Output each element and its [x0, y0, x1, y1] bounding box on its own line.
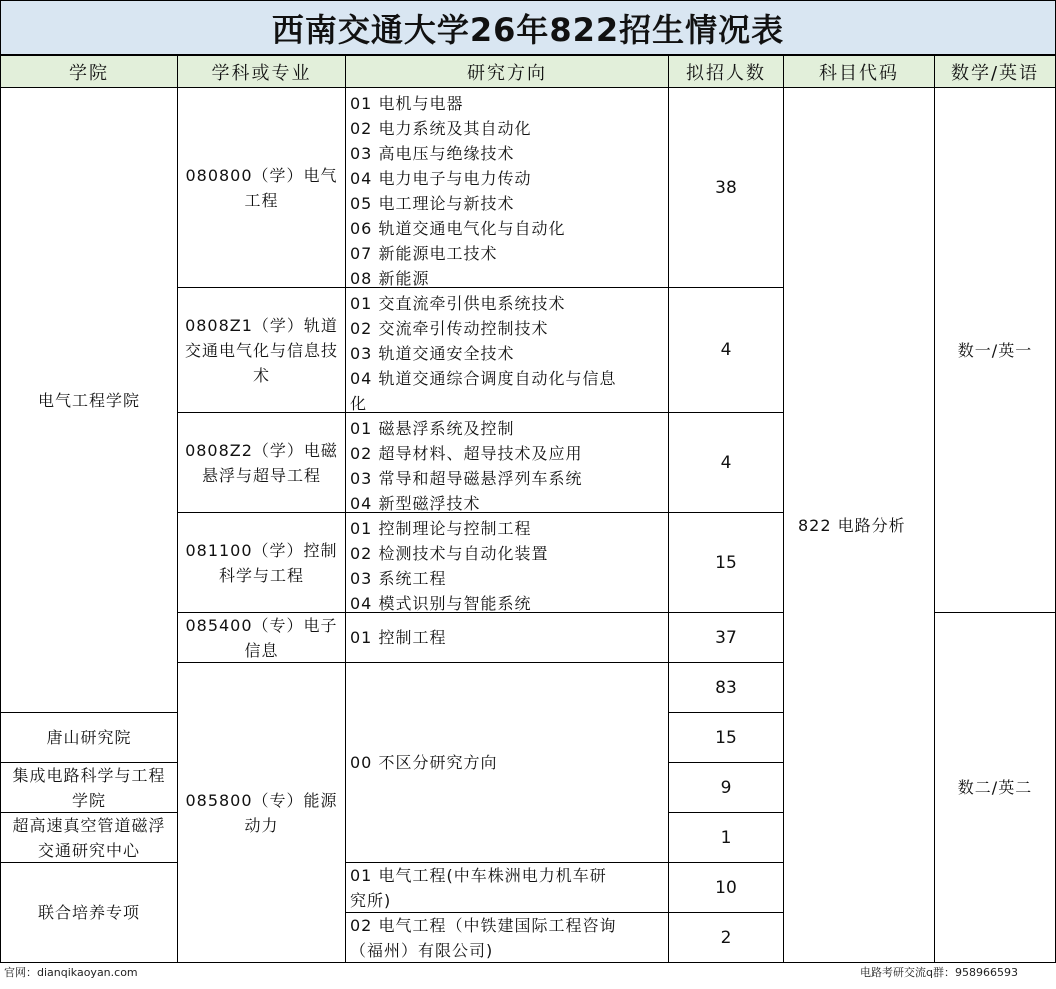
direction-item: 04 新型磁浮技术 — [350, 494, 481, 513]
college-ic: 集成电路科学与工程学院 — [0, 763, 178, 813]
direction-item: 01 交直流牵引供电系统技术 — [350, 294, 566, 313]
direction-group-0808z1 — [346, 288, 669, 413]
quota-cell: 15 — [669, 713, 784, 763]
direction-group-0808z2 — [346, 413, 669, 513]
college-joint: 联合培养专项 — [0, 863, 178, 963]
major-085800: 085800（专）能源动力 — [178, 663, 346, 963]
direction-group-080800 — [346, 88, 669, 288]
direction-item: 02 交流牵引传动控制技术 — [350, 319, 549, 338]
direction-item: 08 新能源 — [350, 269, 430, 288]
direction-group-joint-2 — [346, 913, 669, 963]
direction-item: 04 模式识别与智能系统 — [350, 594, 532, 613]
college-tangshan: 唐山研究院 — [0, 713, 178, 763]
direction-group-085800-general — [346, 663, 669, 863]
direction-item: （福州）有限公司) — [350, 940, 494, 960]
direction-item: 07 新能源电工技术 — [350, 244, 498, 263]
direction-item: 06 轨道交通电气化与自动化 — [350, 219, 566, 238]
header-math-english: 数学/英语 — [935, 56, 1056, 88]
direction-item: 03 系统工程 — [350, 569, 447, 588]
direction-item: 01 控制工程 — [350, 628, 447, 647]
quota-cell: 37 — [669, 613, 784, 663]
direction-item: 03 高电压与绝缘技术 — [350, 144, 515, 163]
college-electrical: 电气工程学院 — [0, 88, 178, 713]
table-title: 西南交通大学26年822招生情况表 — [0, 0, 1056, 56]
subject-code: 822 电路分析 — [784, 88, 935, 963]
direction-item: 02 检测技术与自动化装置 — [350, 544, 549, 563]
math-english-lower: 数二/英二 — [935, 613, 1056, 963]
direction-item: 化 — [350, 394, 368, 413]
direction-item: 02 电力系统及其自动化 — [350, 119, 532, 138]
quota-cell: 10 — [669, 863, 784, 913]
major-0808z2: 0808Z2（学）电磁悬浮与超导工程 — [178, 413, 346, 513]
quota-cell: 4 — [669, 288, 784, 413]
direction-item: 02 超导材料、超导技术及应用 — [350, 444, 583, 463]
quota-cell: 83 — [669, 663, 784, 713]
quota-cell: 1 — [669, 813, 784, 863]
footer-qq-group: 电路考研交流q群：958966593 — [860, 966, 1018, 979]
direction-item: 03 常导和超导磁悬浮列车系统 — [350, 469, 583, 488]
direction-group-085400 — [346, 613, 669, 663]
quota-cell: 9 — [669, 763, 784, 813]
major-085400: 085400（专）电子信息 — [178, 613, 346, 663]
quota-cell: 2 — [669, 913, 784, 963]
direction-item: 03 轨道交通安全技术 — [350, 344, 515, 363]
direction-item: 01 控制理论与控制工程 — [350, 519, 532, 538]
direction-item: 01 电机与电器 — [350, 94, 464, 113]
header-major: 学科或专业 — [178, 56, 346, 88]
direction-group-joint-1 — [346, 863, 669, 913]
direction-item: 01 电气工程(中车株洲电力机车研 — [350, 865, 607, 885]
direction-item: 究所) — [350, 890, 392, 910]
college-maglev: 超高速真空管道磁浮交通研究中心 — [0, 813, 178, 863]
direction-item: 01 磁悬浮系统及控制 — [350, 419, 515, 438]
header-quota: 拟招人数 — [669, 56, 784, 88]
quota-cell: 4 — [669, 413, 784, 513]
direction-item: 04 轨道交通综合调度自动化与信息 — [350, 369, 617, 388]
header-direction: 研究方向 — [346, 56, 669, 88]
direction-item: 02 电气工程（中铁建国际工程咨询 — [350, 915, 617, 935]
major-080800: 080800（学）电气工程 — [178, 88, 346, 288]
header-college: 学院 — [0, 56, 178, 88]
footer-website: 官网：dianqikaoyan.com — [4, 966, 138, 979]
header-subject-code: 科目代码 — [784, 56, 935, 88]
quota-cell: 15 — [669, 513, 784, 613]
math-english-upper: 数一/英一 — [935, 88, 1056, 613]
direction-item: 00 不区分研究方向 — [350, 753, 498, 772]
direction-item: 04 电力电子与电力传动 — [350, 169, 532, 188]
major-081100: 081100（学）控制科学与工程 — [178, 513, 346, 613]
direction-group-081100 — [346, 513, 669, 613]
quota-cell: 38 — [669, 88, 784, 288]
major-0808z1: 0808Z1（学）轨道交通电气化与信息技术 — [178, 288, 346, 413]
direction-item: 05 电工理论与新技术 — [350, 194, 515, 213]
